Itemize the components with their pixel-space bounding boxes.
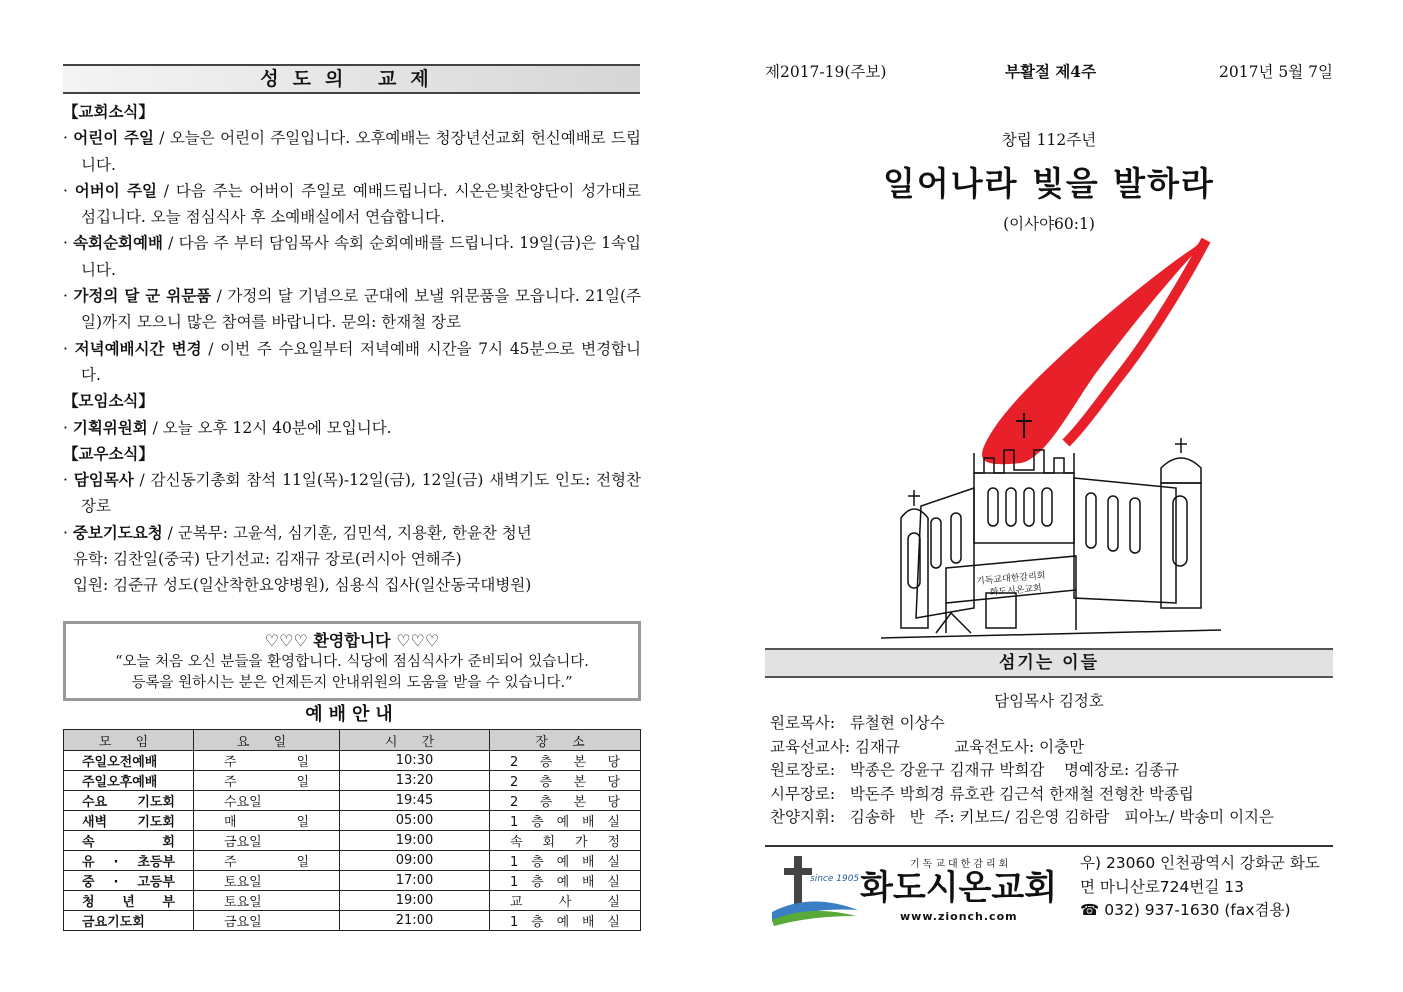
worship-table-cell: 교 사 실 xyxy=(490,891,641,911)
worship-table-cell: 수요 기도회 xyxy=(64,791,194,811)
worship-table-cell: 유 · 초등부 xyxy=(64,851,194,871)
bulletin-date: 2017년 5월 7일 xyxy=(1219,63,1333,81)
logo-name: 화도시온교회 xyxy=(860,868,1058,908)
news-item-title: 가정의 달 군 위문품 xyxy=(73,286,212,306)
worship-table-cell: 1 층 예 배 실 xyxy=(490,911,641,931)
news-item-text: / 감신동기총회 참석 11일(목)-12일(금), 12일(금) 새벽기도 인도: 전형찬 장로 xyxy=(81,471,642,516)
worship-table-header: 시 간 xyxy=(340,730,490,751)
worship-table-cell: 속 회 가 정 xyxy=(490,831,641,851)
worship-table-cell: 05:00 xyxy=(340,811,490,831)
news-item-title: 담임목사 xyxy=(73,470,134,490)
footer-divider xyxy=(765,845,1333,847)
worship-table-header: 장 소 xyxy=(490,730,641,751)
news-item-title: 중보기도요청 xyxy=(72,522,163,542)
worship-table-cell: 속 회 xyxy=(64,831,194,851)
worship-table-cell: 09:00 xyxy=(340,851,490,871)
news-item-text: / 가정의 달 기념으로 군대에 보낼 위문품을 모읍니다. 21일(주일)까지 모으니 많은 참여를 바랍니다. 문의: 한재철 장로 xyxy=(81,287,641,332)
news-item: · 기획위원회 / 오늘 오후 12시 40분에 모입니다. xyxy=(63,417,392,437)
worship-schedule-table xyxy=(63,729,641,931)
worship-table-cell: 토요일 xyxy=(194,871,340,891)
senior-pastor: 담임목사 김정호 xyxy=(994,692,1104,710)
worship-table-cell: 새벽 기도회 xyxy=(64,811,194,831)
worship-table-row xyxy=(64,871,641,891)
worship-table-cell: 주 일 xyxy=(194,771,340,791)
svg-text:화도시온교회: 화도시온교회 xyxy=(989,583,1043,599)
news-item-title: 기획위원회 xyxy=(72,417,148,437)
anniversary-line: 창립 112주년 xyxy=(1001,131,1097,149)
news-section-heading: 【모임소식】 xyxy=(63,391,154,411)
worship-table-cell: 1 층 예 배 실 xyxy=(490,811,641,831)
news-item-text: / 다음 주 부터 담임목사 속회 순회예배를 드립니다. 19일(금)은 1속입니다. xyxy=(81,234,641,279)
news-item-title: 어버이 주일 xyxy=(74,180,157,200)
church-season: 부활절 제4주 xyxy=(1005,62,1097,81)
worship-table-cell: 중 · 고등부 xyxy=(64,871,194,891)
news-note: 유학: 김찬일(중국) 단기선교: 김재규 장로(러시아 연해주) xyxy=(73,550,462,569)
staff-list xyxy=(770,712,1274,830)
worship-table-cell: 수요일 xyxy=(194,791,340,811)
worship-table-cell: 19:00 xyxy=(340,831,490,851)
staff-line: 찬양지휘: 김송하 반 주: 키보드/ 김은영 김하람 피아노/ 박송미 이지은 xyxy=(770,808,1274,827)
worship-table-cell: 21:00 xyxy=(340,911,490,931)
news-section-heading: 【교회소식】 xyxy=(63,102,154,121)
worship-table-cell: 주 일 xyxy=(194,751,340,771)
logo-denomination: 기독교대한감리회 xyxy=(910,859,1012,870)
church-logo xyxy=(770,852,1075,932)
welcome-line-2: 등록을 원하시는 분은 언제든지 안내위원의 도움을 받을 수 있습니다.” xyxy=(131,675,573,691)
worship-table-row xyxy=(64,891,641,911)
logo-since: since 1905 xyxy=(810,874,860,884)
staff-line: 원로장로: 박종은 강윤구 김재규 박희감 명예장로: 김종규 xyxy=(770,761,1180,780)
news-item: · 어버이 주일 / 다음 주는 어버이 주일로 예배드립니다. 시온은빛찬양단이 성가대로 섬깁니다. 오늘 점심식사 후 소예배실에서 연습합니다. xyxy=(63,180,641,227)
worship-table-header: 모 임 xyxy=(64,730,194,751)
worship-table-cell: 1 층 예 배 실 xyxy=(490,871,641,891)
worship-table-cell: 2 층 본 당 xyxy=(490,771,641,791)
worship-table-cell: 19:00 xyxy=(340,891,490,911)
worship-table-header: 요 일 xyxy=(194,730,340,751)
worship-table-row xyxy=(64,771,641,791)
worship-table-row xyxy=(64,851,641,871)
worship-table-cell: 13:20 xyxy=(340,771,490,791)
news-item: · 담임목사 / 감신동기총회 참석 11일(목)-12일(금), 12일(금) 새벽기도 인도: 전형찬 장로 xyxy=(63,470,642,516)
worship-table-cell: 19:45 xyxy=(340,791,490,811)
worship-table-cell: 매 일 xyxy=(194,811,340,831)
news-item-text: / 이번 주 수요일부터 저녁예배 시간을 7시 45분으로 변경합니다. xyxy=(81,339,641,384)
address-line-2: 면 마니산로724번길 13 xyxy=(1080,877,1244,896)
news-item: · 속회순회예배 / 다음 주 부터 담임목사 속회 순회예배를 드립니다. 19일(금)은 1속입니다. xyxy=(63,233,641,279)
servants-header: 섬기는 이들 xyxy=(765,648,1333,678)
news-item: · 가정의 달 군 위문품 / 가정의 달 기념으로 군대에 보낼 위문품을 모읍니다. 21일(주일)까지 모으니 많은 참여를 바랍니다. 문의: 한재철 장로 xyxy=(63,286,641,332)
staff-line: 시무장로: 박돈주 박희경 류호관 김근석 한재철 전형찬 박종립 xyxy=(770,784,1194,803)
worship-table-row xyxy=(64,751,641,771)
news-item-text: / 다음 주는 어버이 주일로 예배드립니다. 시온은빛찬양단이 성가대로 섬깁니다. 오늘 점심식사 후 소예배실에서 연습합니다. xyxy=(81,181,641,227)
worship-table-row xyxy=(64,791,641,811)
worship-table-cell: 2 층 본 당 xyxy=(490,751,641,771)
news-item: · 중보기도요청 / 군복무: 고윤석, 심기훈, 김민석, 지용환, 한윤찬 청년 xyxy=(63,522,532,542)
worship-table-cell: 17:00 xyxy=(340,871,490,891)
welcome-title: ♡♡♡ 환영합니다 ♡♡♡ xyxy=(264,631,440,650)
address-line-3: ☎ 032) 937-1630 (fax겸용) xyxy=(1080,901,1291,919)
news-item-title: 저녁예배시간 변경 xyxy=(74,338,202,358)
worship-table-cell: 금요기도회 xyxy=(64,911,194,931)
news-section-heading: 【교우소식】 xyxy=(63,443,154,463)
worship-table-row xyxy=(64,911,641,931)
logo-cross-icon xyxy=(770,852,860,927)
staff-line: 교육선교사: 김재규 교육전도사: 이충만 xyxy=(770,737,1085,756)
worship-table-cell: 청 년 부 xyxy=(64,891,194,911)
worship-table-row xyxy=(64,811,641,831)
worship-table-cell: 주일오전예배 xyxy=(64,751,194,771)
news-item-title: 어린이 주일 xyxy=(73,128,154,148)
worship-table-cell: 10:30 xyxy=(340,751,490,771)
news-item-text: / 오늘 오후 12시 40분에 모입니다. xyxy=(147,418,392,437)
news-item-text: / 군복무: 고윤석, 심기훈, 김민석, 지용환, 한윤찬 청년 xyxy=(162,523,532,542)
news-item: · 어린이 주일 / 오늘은 어린이 주일입니다. 오후예배는 청장년선교회 헌신예배로 드립니다. xyxy=(63,128,641,174)
news-item-text: / 오늘은 어린이 주일입니다. 오후예배는 청장년선교회 헌신예배로 드립니다. xyxy=(81,129,641,174)
worship-table-row xyxy=(64,831,641,851)
address-line-1: 우) 23060 인천광역시 강화군 화도 xyxy=(1080,854,1320,872)
worship-table-cell: 토요일 xyxy=(194,891,340,911)
bulletin-title: 일어나라 빛을 발하라 xyxy=(883,164,1215,203)
logo-url: www.zionch.com xyxy=(900,910,1018,923)
worship-table-cell: 주 일 xyxy=(194,851,340,871)
worship-table-cell: 주일오후예배 xyxy=(64,771,194,791)
church-sign-text: 기독교대한감리회 xyxy=(975,570,1046,588)
church-address xyxy=(1080,852,1320,923)
worship-guide-title: 예배안내 xyxy=(305,704,399,725)
welcome-box xyxy=(63,621,641,701)
scripture-reference: (이사야60:1) xyxy=(1003,215,1095,233)
welcome-line-1: “오늘 처음 오신 분들을 환영합니다. 식당에 점심식사가 준비되어 있습니다. xyxy=(115,654,589,670)
worship-table-cell: 1 층 예 배 실 xyxy=(490,851,641,871)
news-item: · 저녁예배시간 변경 / 이번 주 수요일부터 저녁예배 시간을 7시 45분으로 변경합니다. xyxy=(63,338,641,384)
worship-table-cell: 2 층 본 당 xyxy=(490,791,641,811)
news-note: 입원: 김준규 성도(일산착한요양병원), 심용식 집사(일산동국대병원) xyxy=(73,576,532,595)
news-item-title: 속회순회예배 xyxy=(73,233,163,253)
church-flame-illustration xyxy=(876,238,1226,640)
issue-number: 제2017-19(주보) xyxy=(765,63,887,81)
worship-table-cell: 금요일 xyxy=(194,911,340,931)
worship-table-cell: 금요일 xyxy=(194,831,340,851)
section-header-fellowship: 성도의 교제 xyxy=(63,64,640,94)
staff-line: 원로목사: 류철현 이상수 xyxy=(770,714,945,732)
church-news xyxy=(63,99,641,599)
